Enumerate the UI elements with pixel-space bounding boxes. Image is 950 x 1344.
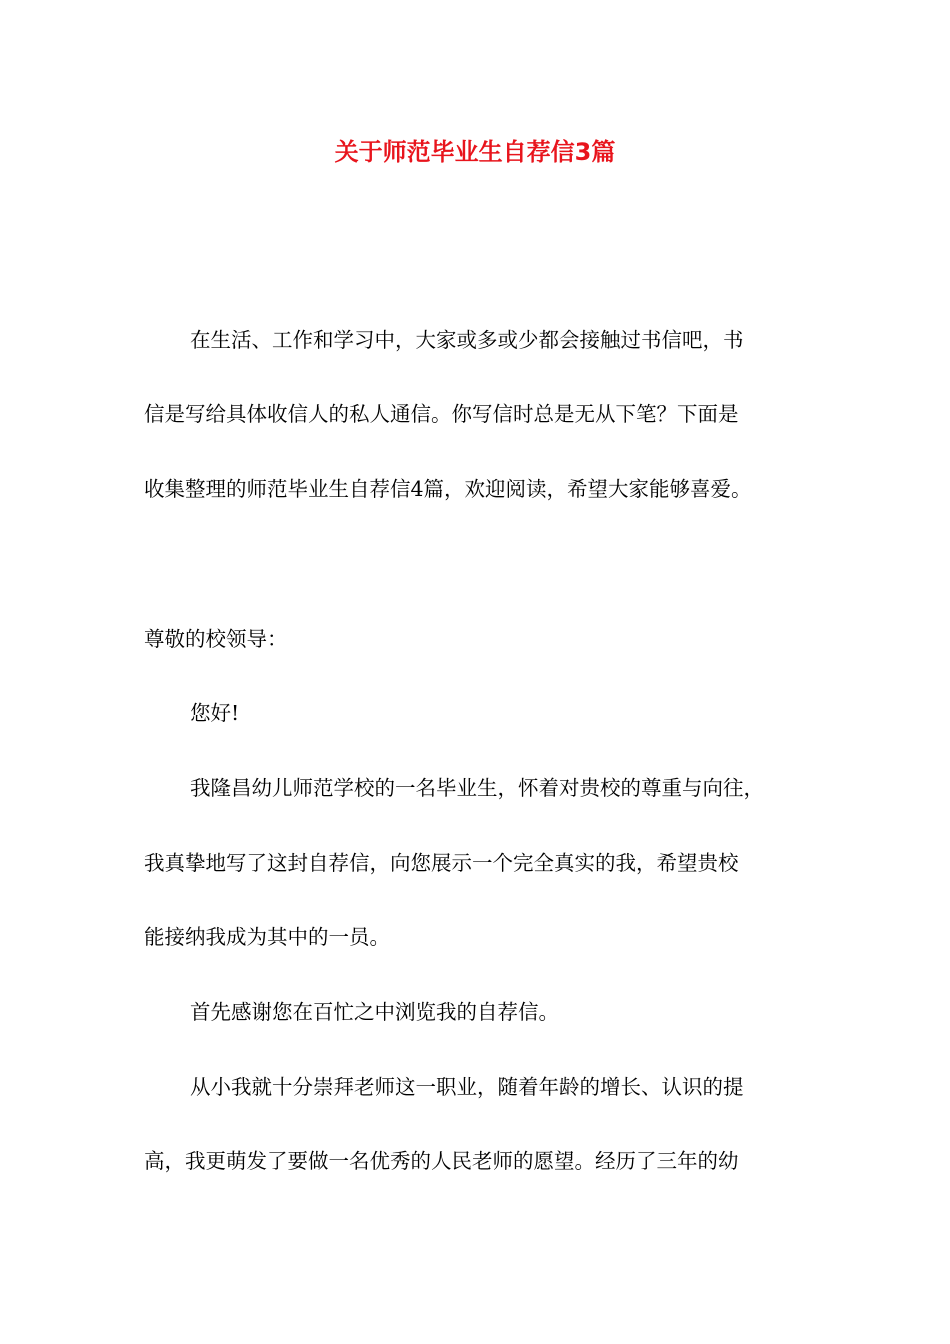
body-line-4: 我隆昌幼儿师范学校的一名毕业生，怀着对贵校的尊重与向往， — [190, 776, 764, 800]
salutation: 尊敬的校领导： — [144, 627, 288, 651]
body-line-8: 从小我就十分崇拜老师这一职业，随着年龄的增长、认识的提 — [190, 1075, 744, 1099]
greeting: 您好! — [190, 701, 240, 725]
body-line-7: 首先感谢您在百忙之中浏览我的自荐信。 — [190, 1000, 559, 1024]
body-line-9: 高，我更萌发了要做一名优秀的人民老师的愿望。经历了三年的幼 — [144, 1149, 739, 1173]
body-line-3: 收集整理的师范毕业生自荐信4篇，欢迎阅读，希望大家能够喜爱。 — [144, 477, 752, 501]
body-line-2: 信是写给具体收信人的私人通信。你写信时总是无从下笔？下面是 — [144, 402, 739, 426]
body-line-6: 能接纳我成为其中的一员。 — [144, 925, 390, 949]
document-title: 关于师范毕业生自荐信3篇 — [334, 138, 616, 166]
body-line-5: 我真挚地写了这封自荐信，向您展示一个完全真实的我，希望贵校 — [144, 851, 739, 875]
body-line-1: 在生活、工作和学习中，大家或多或少都会接触过书信吧，书 — [190, 328, 744, 352]
